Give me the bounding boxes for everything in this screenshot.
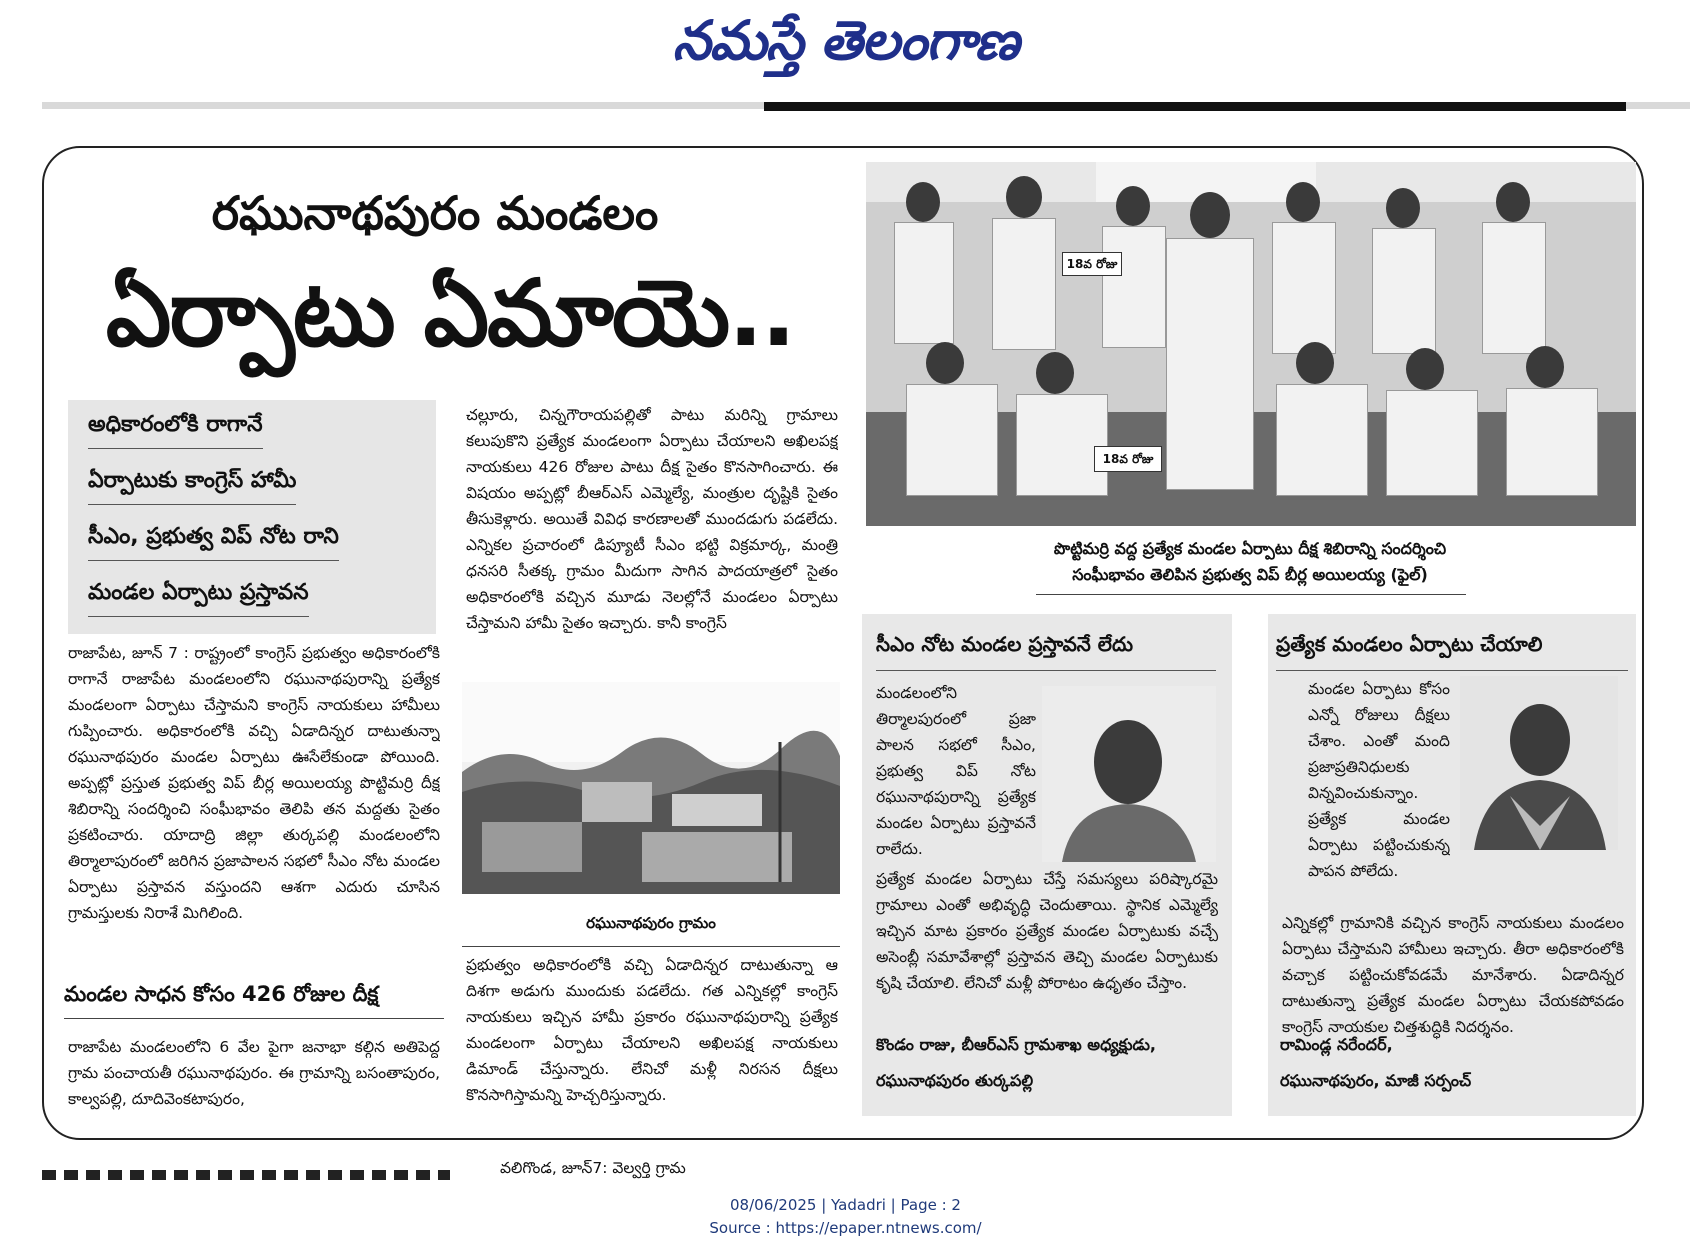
person (1166, 238, 1254, 490)
person (926, 342, 964, 384)
quote-title: ప్రత్యేక మండలం ఏర్పాటు చేయాలి (1276, 632, 1543, 656)
deck-line: ఏర్పాటుకు కాంగ్రెస్ హామీ (88, 468, 296, 505)
next-article-cutoff (42, 1168, 450, 1180)
person (1036, 352, 1074, 394)
person (1006, 176, 1042, 218)
protest-photo-caption: సంఘీభావం తెలిపిన ప్రభుత్వ విప్ బీర్ల అయిలయ్య (ఫైల్) (1072, 565, 1428, 584)
person (1482, 222, 1546, 354)
person (1496, 182, 1530, 222)
masthead-rule-dark (764, 102, 1626, 111)
article-deck (68, 400, 436, 634)
body-column-1b: రాజాపేట మండలంలోని 6 వేల పైగా జనాభా కల్గిన అతిపెద్ద గ్రామ పంచాయతీ రఘునాథపురం. ఈ గ్రామాన్ని బసంతాపురం, కాల్వపల్లి, దూదివెంకటాపురం, (68, 1038, 440, 1108)
quote-byline: రఘునాథపురం తుర్కపల్లి (876, 1071, 1034, 1090)
subhead-426-days: మండల సాధన కోసం 426 రోజుల దీక్ష (64, 982, 444, 1019)
article-kicker: రఘునాథపురం మండలం (211, 186, 659, 240)
portrait-ramindla-narender (1460, 676, 1618, 850)
quote-title-rule (1276, 670, 1628, 671)
person (1526, 346, 1564, 388)
person (1116, 186, 1150, 226)
deck-line: సీఎం, ప్రభుత్వ విప్ నోట రాని (88, 524, 339, 561)
quote-text: మండలంలోని తిర్మాలపురంలో ప్రజా పాలన సభలో సీఎం, ప్రభుత్వ విప్ నోట రఘునాథపురాన్ని ప్రత్యేక మండల ఏర్పాటు ప్రస్తావనే రాలేదు. (876, 684, 1036, 858)
portrait-konda-raju (1042, 686, 1216, 862)
caption-rule (1036, 594, 1466, 595)
protest-photo-caption: పొట్టిమర్రి వద్ద ప్రత్యేక మండల ఏర్పాటు దీక్ష శిబిరాన్ని సందర్శించి (1053, 539, 1447, 558)
person (894, 222, 954, 344)
person (1016, 394, 1108, 496)
person (1386, 390, 1478, 496)
person (1102, 226, 1166, 348)
person (1276, 384, 1368, 496)
quote-title: సీఎం నోట మండల ప్రస్తావనే లేదు (876, 632, 1134, 656)
quote-box-ramindla-narender (1268, 614, 1636, 1116)
masthead-logo: నమస్తే తెలంగాణ (672, 8, 1019, 72)
person (1296, 342, 1334, 384)
village-photo (462, 682, 840, 894)
footer-source: Source : https://epaper.ntnews.com/ (709, 1219, 982, 1237)
deck-line: మండల ఏర్పాటు ప్రస్తావన (88, 580, 309, 617)
protest-sign: 18వ రోజు (1062, 252, 1122, 276)
person (1372, 228, 1436, 354)
person (1272, 222, 1336, 354)
quote-title-rule (876, 670, 1216, 671)
person (992, 218, 1056, 350)
quote-byline: రామిండ్ల నరేందర్, (1280, 1035, 1393, 1054)
quote-byline: రఘునాథపురం, మాజీ సర్పంచ్ (1280, 1071, 1472, 1090)
person (1506, 388, 1598, 496)
village-photo-caption: రఘునాథపురం గ్రామం (586, 914, 716, 932)
quote-text: ప్రత్యేక మండల ఏర్పాటు చేస్తే సమస్యలు పరిష్కారమై గ్రామాలు ఎంతో అభివృద్ధి చెందుతాయి. స్థానిక ఎమ్మెల్యే ఇచ్చిన మాట ప్రకారం ప్రత్యేక మండల ఏర్పాటుకు వచ్చే అసెంబ్లీ సమావేశాల్లో ప్రస్తావన తెచ్చి మండల ఏర్పాటుకు కృషి చేయాలి. లేనిచో మళ్లీ పోరాటం ఉధృతం చేస్తాం. (876, 870, 1218, 992)
caption-rule (462, 946, 840, 947)
article-headline: ఏర్పాటు ఏమాయె.. (105, 260, 795, 367)
person (1406, 348, 1444, 390)
quote-box-konda-raju (862, 614, 1232, 1116)
body-column-1a: రాజాపేట, జూన్ 7 : రాష్ట్రంలో కాంగ్రెస్ ప్రభుత్వం అధికారంలోకి రాగానే రాజాపేట మండలంలోని రఘునాథపురాన్ని ప్రత్యేక మండలంగా ఏర్పాటు చేస్తామని కాంగ్రెస్ నాయకులు హామీలు గుప్పించారు. అధికారంలోకి వచ్చి ఏడాదిన్నర దాటుతున్నా రఘునాథపురం మండల ఏర్పాటు ఊసేలేకుండా పోయింది. అప్పట్లో ప్రస్తుత ప్రభుత్వ విప్ బీర్ల అయిలయ్య పొట్టిమర్రి దీక్ష శిబిరాన్ని సందర్శించి సంఘీభావం తెలిపి తన మద్దతు సైతం ప్రకటించారు. యాదాద్రి జిల్లా తుర్కపల్లి మండలంలోని తిర్మాలాపురంలో జరిగిన ప్రజాపాలన సభలో సీఎం నోట మండల ఏర్పాటు ప్రస్తావన వస్తుందని ఆశగా ఎదురు చూసిన గ్రామస్తులకు నిరాశే మిగిలింది. (68, 644, 440, 922)
body-column-2b: ప్రభుత్వం అధికారంలోకి వచ్చి ఏడాదిన్నర దాటుతున్నా ఆ దిశగా అడుగు ముందుకు పడలేదు. గత ఎన్నికల్లో కాంగ్రెస్ నాయకులు ఇచ్చిన హామీ ప్రకారం రఘునాథపురాన్ని ప్రత్యేక మండలంగా ఏర్పాటు చేయాలని అఖిలపక్ష నాయకులు డిమాండ్ చేస్తున్నారు. లేనిచో మళ్లీ నిరసన దీక్షలు కొనసాగిస్తామన్ని హెచ్చరిస్తున్నారు. (466, 956, 838, 1104)
protest-photo (866, 162, 1636, 526)
person (1286, 182, 1320, 222)
footer-date-edition: 08/06/2025 | Yadadri | Page : 2 (730, 1196, 961, 1214)
protest-sign: 18వ రోజు (1094, 446, 1162, 472)
person (906, 384, 998, 496)
next-article-snippet: వలిగొండ, జూన్7: వెల్వర్తి గ్రామ (500, 1159, 686, 1177)
quote-byline: కొండం రాజు, బీఆర్ఎస్ గ్రామశాఖ అధ్యక్షుడు, (876, 1035, 1156, 1054)
quote-text: మండల ఏర్పాటు కోసం ఎన్నో రోజులు దీక్షలు చేశాం. ఎంతో మంది ప్రజాప్రతినిధులకు విన్నవించుకున్నాం. ప్రత్యేక మండల ఏర్పాటు పట్టించుకున్న పాపన పోలేదు. (1308, 680, 1450, 880)
person (906, 182, 940, 222)
person (1386, 188, 1420, 228)
person (1190, 192, 1230, 238)
deck-line: అధికారంలోకి రాగానే (88, 412, 263, 449)
body-column-2a: చల్లూరు, చిన్నగౌరాయపల్లితో పాటు మరిన్ని గ్రామాలు కలుపుకొని ప్రత్యేక మండలంగా ఏర్పాటు చేయాలని అఖిలపక్ష నాయకులు 426 రోజుల పాటు దీక్ష సైతం కొనసాగించారు. ఈ విషయం అప్పట్లో బీఆర్ఎస్ ఎమ్మెల్యే, మంత్రుల దృష్టికి సైతం తీసుకెళ్లారు. అయితే వివిధ కారణాలతో ముందడుగు పడలేదు. ఎన్నికల ప్రచారంలో డిప్యూటీ సీఎం భట్టి విక్రమార్క, మంత్రి ధనసరి సీతక్క గ్రామం మీదుగా సాగిన పాదయాత్రలో సైతం అధికారంలోకి వచ్చిన మూడు నెలల్లోనే మండలం ఏర్పాటు చేస్తామని హామీ సైతం ఇచ్చారు. కానీ కాంగ్రెస్ (466, 406, 838, 632)
quote-text: ఎన్నికల్లో గ్రామానికి వచ్చిన కాంగ్రెస్ నాయకులు మండలం ఏర్పాటు చేస్తామని హామీలు ఇచ్చారు. తీరా అధికారంలోకి వచ్చాక పట్టించుకోవడమే మానేశారు. ఏడాదిన్నర దాటుతున్నా ప్రత్యేక మండల ఏర్పాటు చేయకపోవడం కాంగ్రెస్ నాయకుల చిత్తశుద్ధికి నిదర్శనం. (1282, 914, 1624, 1036)
